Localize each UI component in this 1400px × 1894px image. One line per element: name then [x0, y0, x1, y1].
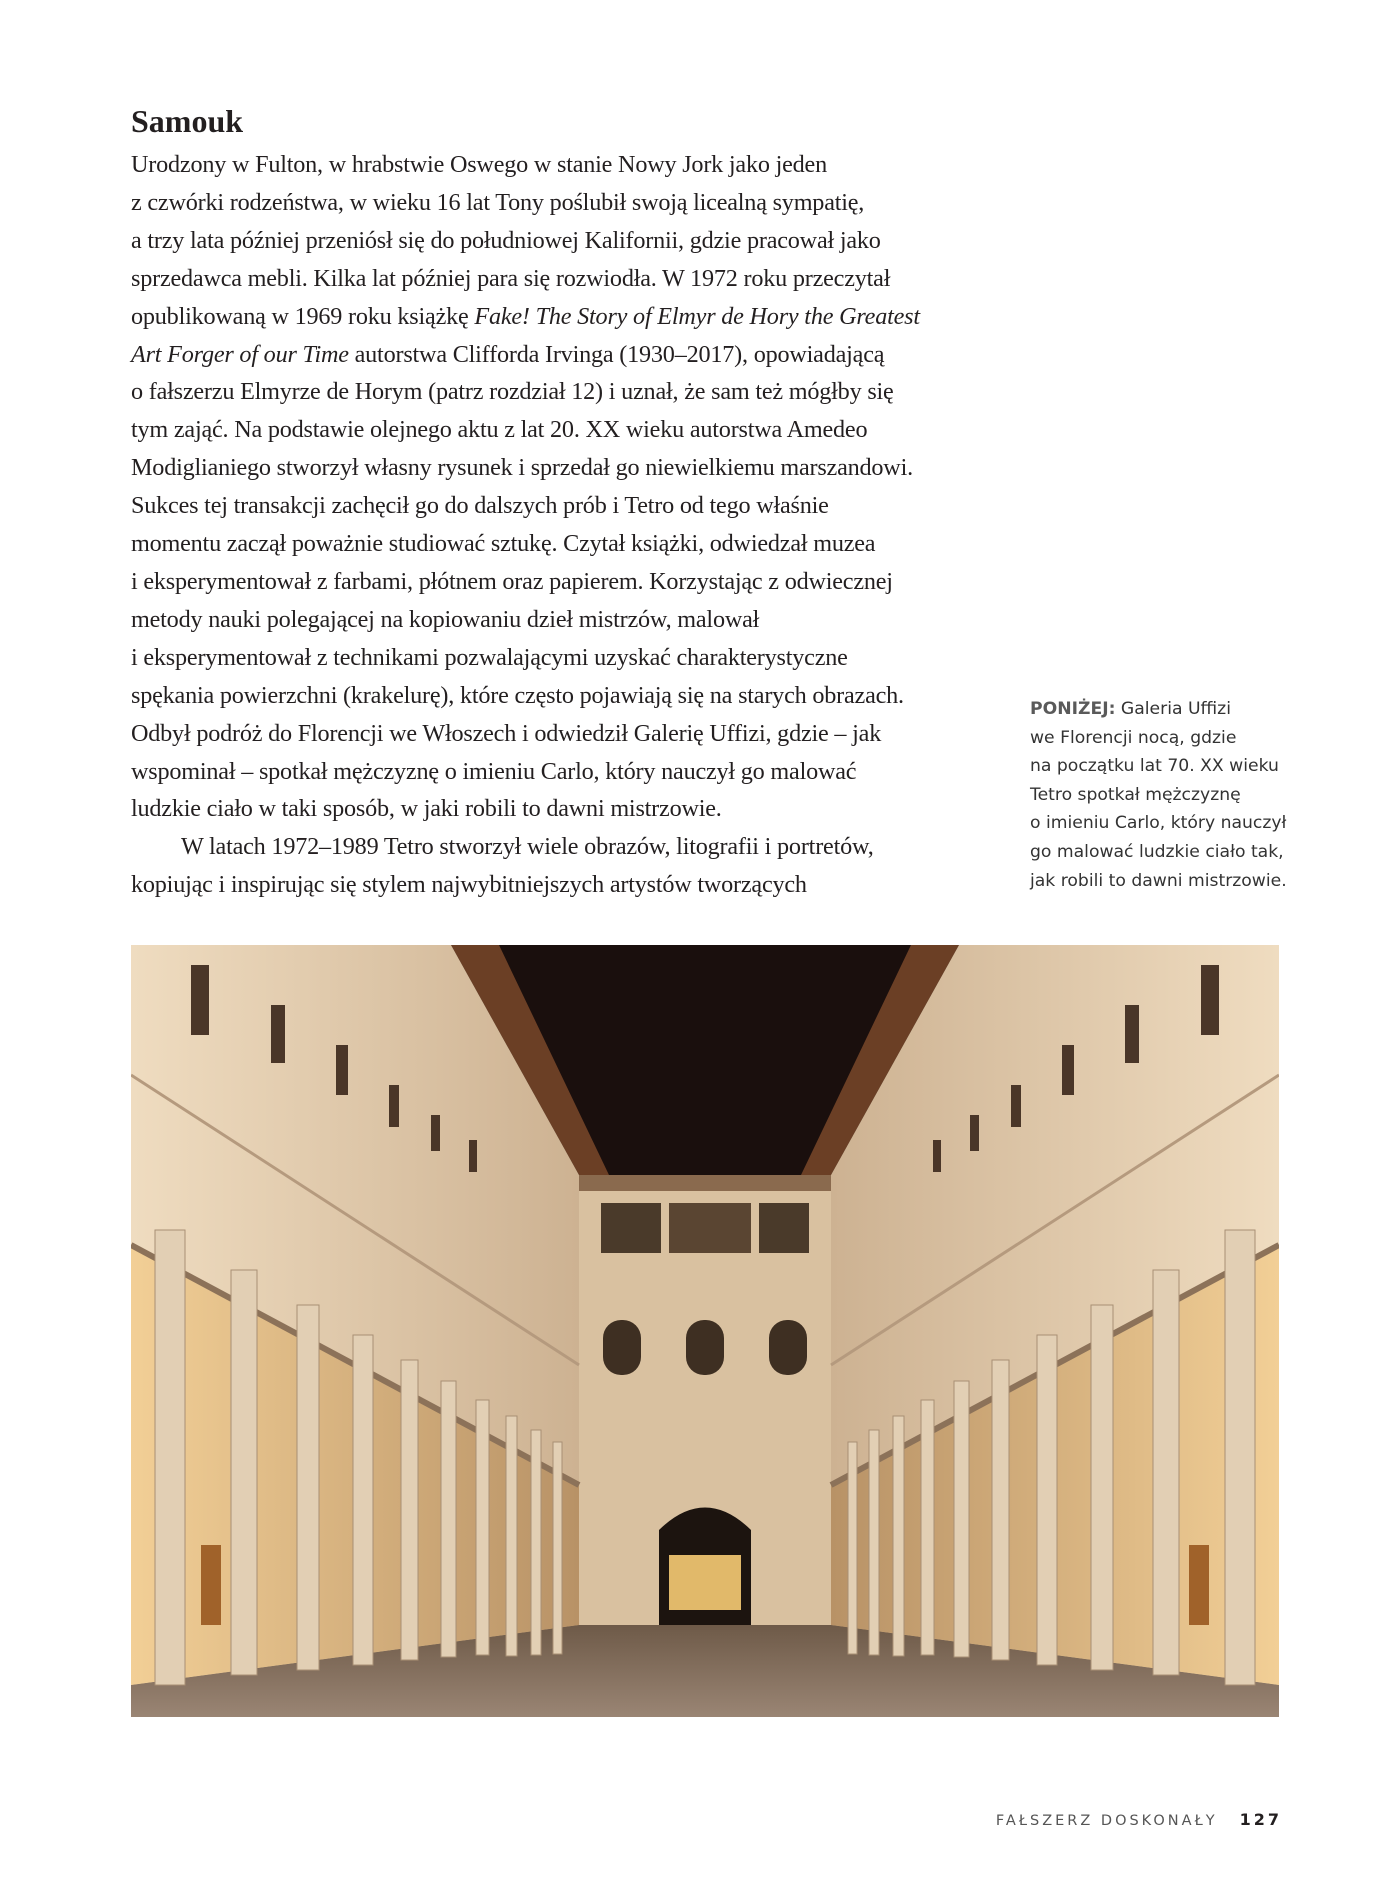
caption-label: PONIŻEJ: — [1030, 699, 1116, 719]
body-text — [131, 146, 991, 904]
body-line: ludzkie ciało w taki sposób, w jaki robili to dawni mistrzowie. — [131, 795, 722, 823]
caption-line: Tetro spotkał mężczyznę — [1030, 784, 1241, 805]
right-door — [1189, 1545, 1209, 1625]
page-footer — [996, 1810, 1282, 1829]
book-title-italic: Fake! The Story of Elmyr de Hory the Greatest — [474, 302, 920, 330]
body-line: Odbył podróż do Florencji we Włoszech i odwiedził Galerię Uffizi, gdzie – jak — [131, 719, 882, 747]
book-title-italic: Art Forger of our Time — [131, 340, 349, 368]
running-title: FAŁSZERZ DOSKONAŁY — [995, 1813, 1218, 1829]
body-text-run: opublikowaną w 1969 roku książkę — [131, 302, 475, 330]
body-line-paragraph-start: W latach 1972–1989 Tetro stworzył wiele obrazów, litografii i portretów, — [181, 833, 874, 861]
body-line — [131, 336, 991, 374]
body-line: metody nauki polegającej na kopiowaniu dzieł mistrzów, malował — [131, 605, 760, 633]
body-line — [131, 298, 991, 336]
body-line: sprzedawca mebli. Kilka lat później para się rozwiodła. W 1972 roku przeczytał — [131, 264, 891, 292]
photo-caption — [1030, 695, 1290, 895]
caption-line — [1030, 695, 1290, 724]
body-line: z czwórki rodzeństwa, w wieku 16 lat Tony poślubił swoją licealną sympatię, — [131, 188, 865, 216]
body-line: Sukces tej transakcji zachęcił go do dalszych prób i Tetro od tego właśnie — [131, 492, 829, 520]
body-line: kopiując i inspirując się stylem najwybitniejszych artystów tworzących — [131, 871, 807, 899]
section-heading: Samouk — [131, 103, 244, 139]
body-line: Modiglianiego stworzył własny rysunek i sprzedał go niewielkiemu marszandowi. — [131, 454, 913, 482]
body-line: Urodzony w Fulton, w hrabstwie Oswego w stanie Nowy Jork jako jeden — [131, 151, 827, 178]
caption-line: we Florencji nocą, gdzie — [1030, 727, 1237, 748]
body-line: i eksperymentował z farbami, płótnem oraz papierem. Korzystając z odwiecznej — [131, 567, 893, 595]
uffizi-photo-illustration — [131, 945, 1279, 1717]
distant-building — [669, 1555, 741, 1610]
caption-line: o imieniu Carlo, który nauczył — [1030, 813, 1287, 834]
page-number: 127 — [1239, 1810, 1282, 1829]
caption-line: go malować ludzkie ciało tak, — [1030, 841, 1284, 862]
caption-text: Galeria Uffizi — [1115, 699, 1231, 719]
caption-line: na początku lat 70. XX wieku — [1030, 756, 1279, 777]
body-line: momentu zaczął poważnie studiować sztukę. Czytał książki, odwiedzał muzea — [131, 530, 876, 558]
body-line: wspominał – spotkał mężczyznę o imieniu Carlo, który nauczył go malować — [131, 757, 857, 785]
uffizi-photo — [131, 945, 1279, 1717]
body-line: i eksperymentował z technikami pozwalającymi uzyskać charakterystyczne — [131, 643, 848, 671]
left-door — [201, 1545, 221, 1625]
body-line: spękania powierzchni (krakelurę), które często pojawiają się na starych obrazach. — [131, 681, 904, 709]
body-text-run: autorstwa Clifforda Irvinga (1930–2017), opowiadającą — [348, 340, 885, 368]
body-line: o fałszerzu Elmyrze de Horym (patrz rozdział 12) i uznał, że sam też mógłby się — [131, 378, 894, 406]
body-line: tym zająć. Na podstawie olejnego aktu z lat 20. XX wieku autorstwa Amedeo — [131, 416, 868, 444]
body-line: a trzy lata później przeniósł się do południowej Kalifornii, gdzie pracował jako — [131, 226, 881, 254]
caption-line: jak robili to dawni mistrzowie. — [1030, 870, 1287, 891]
